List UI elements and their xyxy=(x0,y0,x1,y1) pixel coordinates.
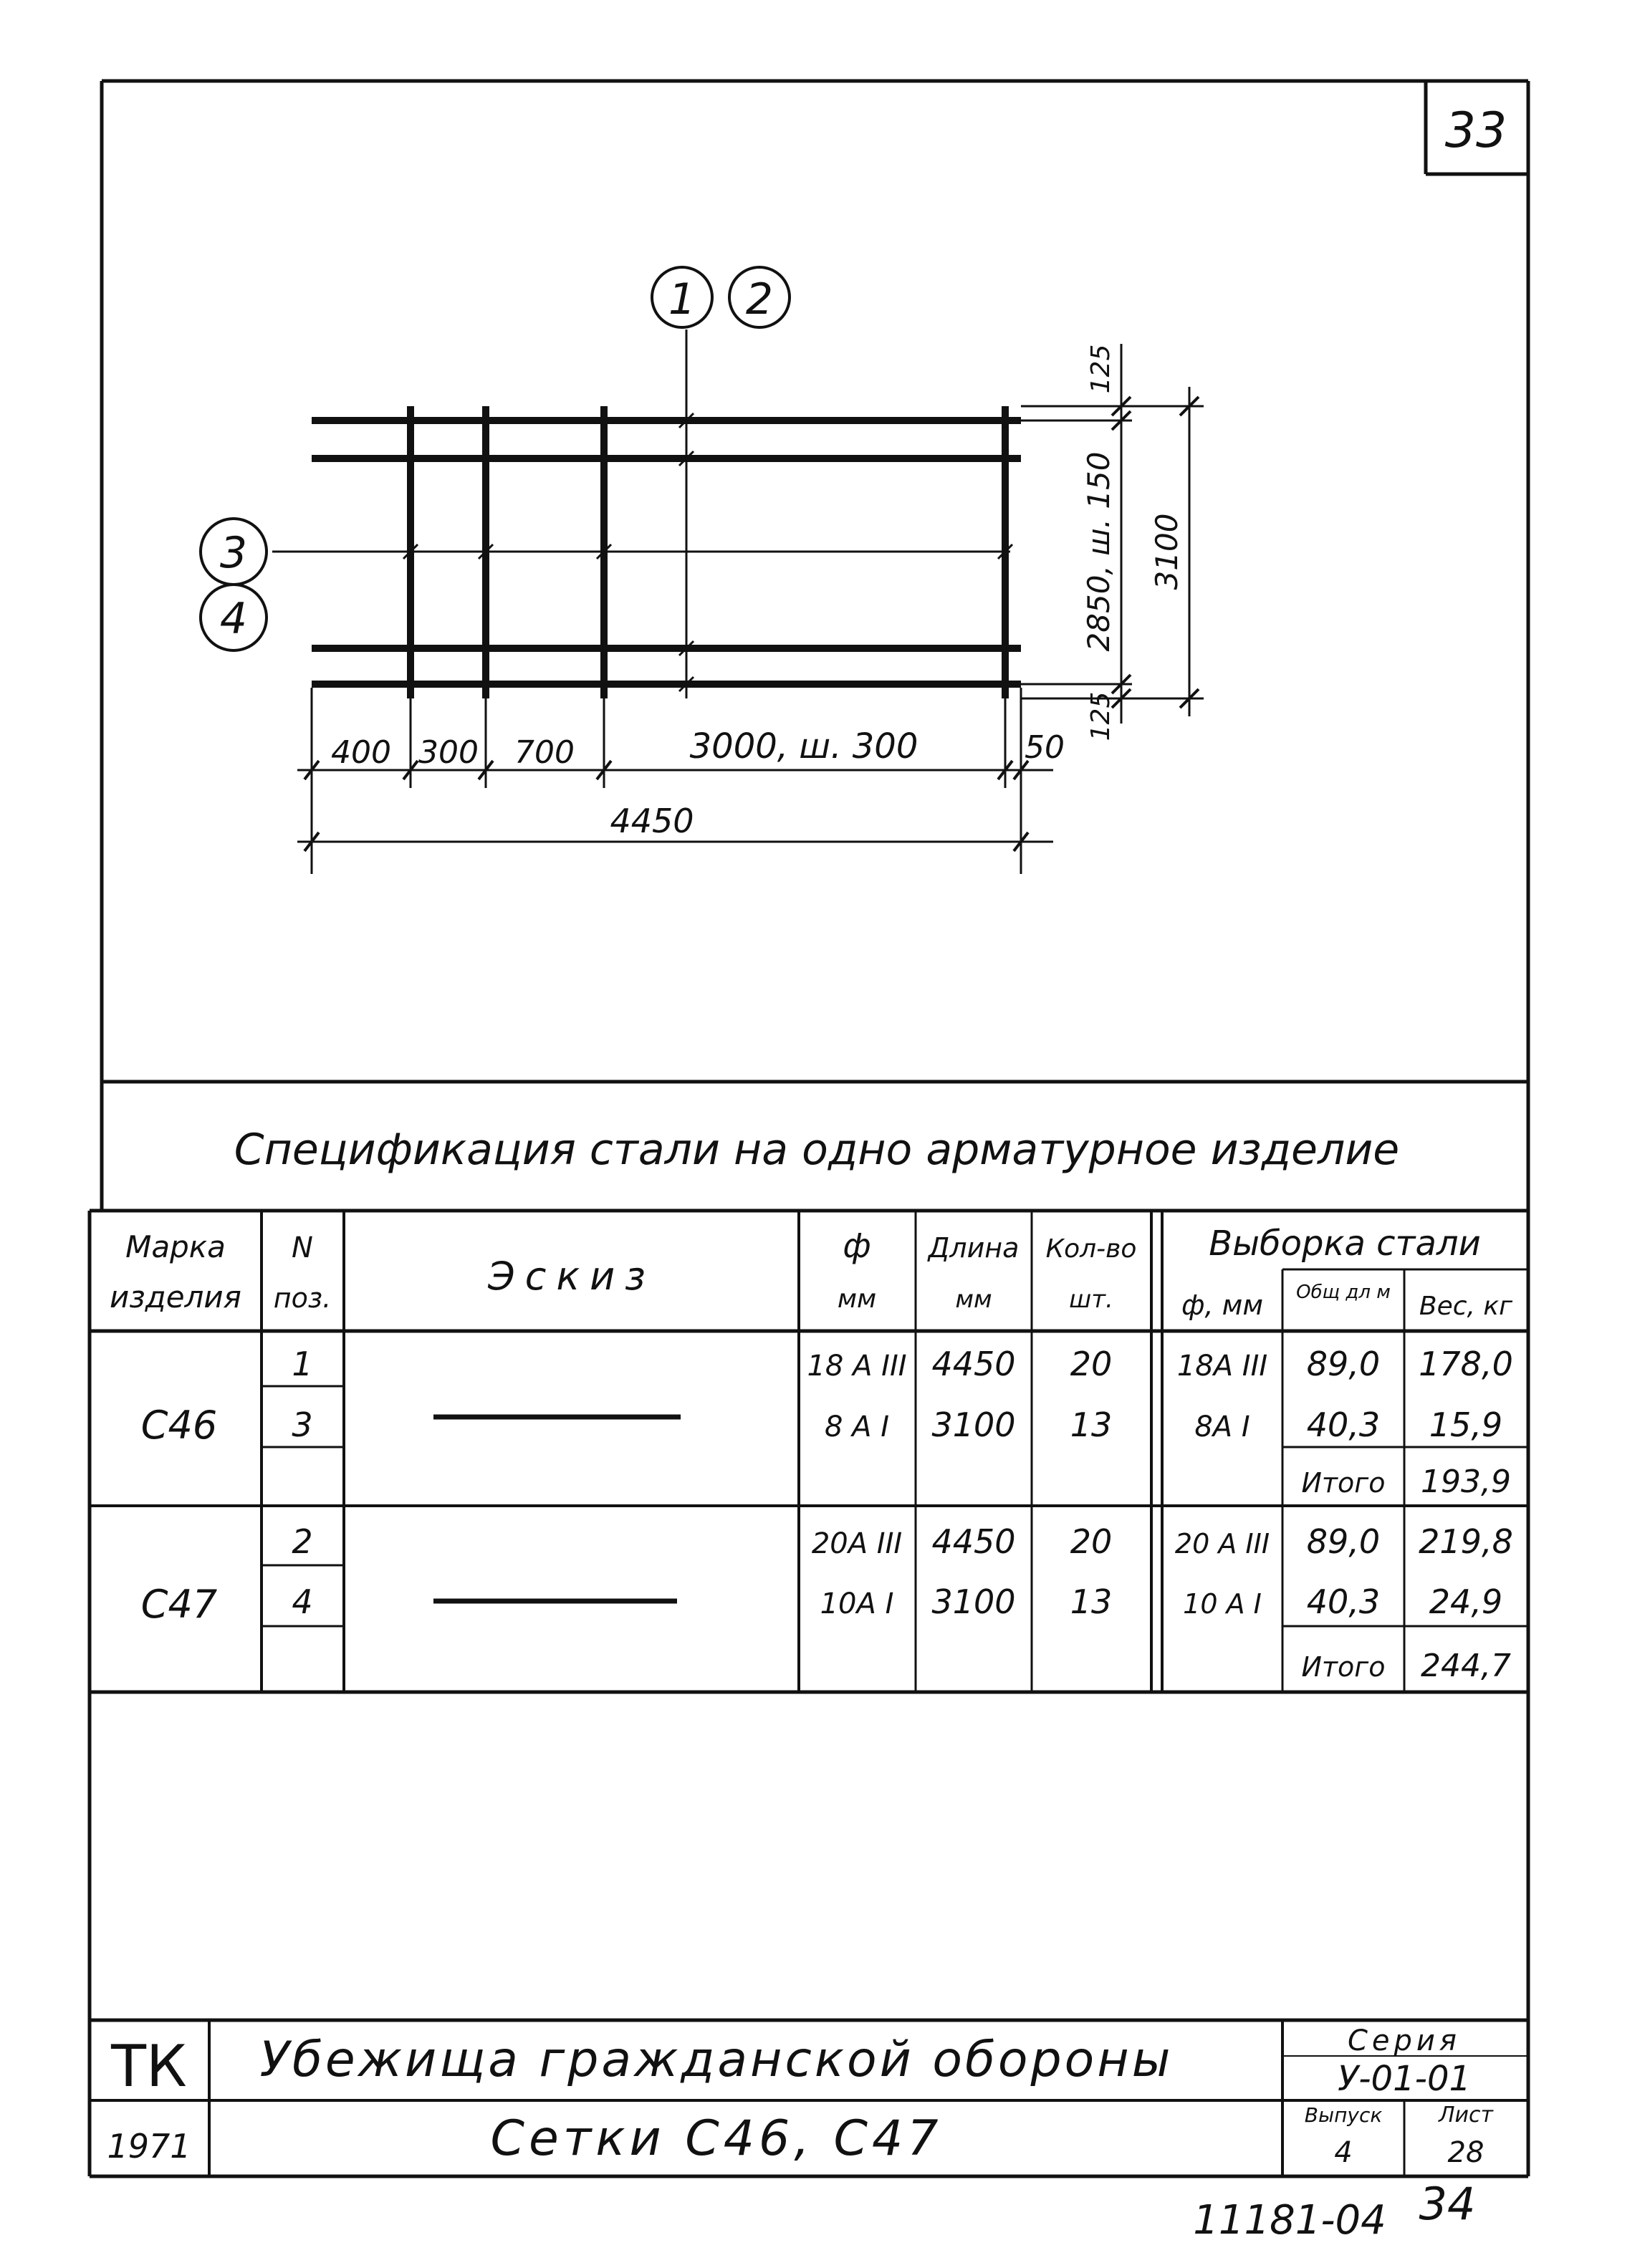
svg-text:24,9: 24,9 xyxy=(1429,1582,1503,1621)
hdr-pos-1: N xyxy=(292,1231,313,1264)
svg-text:3100: 3100 xyxy=(931,1406,1016,1444)
stamp-year: 1971 xyxy=(107,2127,191,2166)
stamp-sheet: 28 xyxy=(1447,2136,1484,2169)
table-row xyxy=(292,1345,1512,1383)
spec-group-c47 xyxy=(141,1522,1513,1684)
svg-text:219,8: 219,8 xyxy=(1419,1522,1513,1561)
stamp-issue: 4 xyxy=(1334,2136,1353,2169)
svg-text:18А III: 18А III xyxy=(1176,1350,1268,1383)
svg-text:178,0: 178,0 xyxy=(1419,1345,1513,1383)
hdr-len-1: Длина xyxy=(928,1232,1020,1264)
dim-125-bottom: 125 xyxy=(1086,691,1116,741)
hdr-mark-2: изделия xyxy=(110,1279,241,1315)
total-c46: 193,9 xyxy=(1421,1464,1511,1500)
dimensions-bottom xyxy=(297,688,1053,874)
hdr-sketch: Эскиз xyxy=(488,1254,656,1299)
hdr-qty-2: шт. xyxy=(1069,1285,1113,1314)
stamp-series: У-01-01 xyxy=(1337,2059,1472,2099)
stamp-sheet-label: Лист xyxy=(1438,2103,1494,2128)
svg-text:13: 13 xyxy=(1070,1406,1113,1444)
svg-text:20 А III: 20 А III xyxy=(1174,1528,1270,1560)
svg-text:20: 20 xyxy=(1070,1345,1113,1383)
svg-text:40,3: 40,3 xyxy=(1306,1582,1381,1621)
callout-4: 4 xyxy=(219,594,248,644)
svg-text:4450: 4450 xyxy=(931,1522,1016,1561)
hdr-len-2: мм xyxy=(955,1285,992,1314)
dim-3000: 3000, ш. 300 xyxy=(689,726,918,767)
stamp-title: Убежища гражданской обороны xyxy=(259,2032,1174,2088)
hdr-dia-1: ф xyxy=(843,1226,871,1265)
callout-2: 2 xyxy=(745,274,774,325)
dim-125-top: 125 xyxy=(1086,344,1116,394)
mark-c46: С46 xyxy=(140,1403,218,1448)
svg-text:89,0: 89,0 xyxy=(1306,1345,1381,1383)
stamp-subtitle: Сетки С46, С47 xyxy=(490,2110,943,2167)
mark-c47: С47 xyxy=(140,1582,218,1627)
stamp-org: ТК xyxy=(111,2033,187,2100)
dim-700: 700 xyxy=(514,734,575,771)
svg-text:4: 4 xyxy=(292,1582,313,1621)
page-number: 34 xyxy=(1419,2178,1476,2230)
callout-positions-3-4 xyxy=(201,519,267,650)
dim-3100: 3100 xyxy=(1149,513,1184,590)
spec-group-c46 xyxy=(141,1345,1513,1500)
hdr-sel-wt: Вес, кг xyxy=(1419,1292,1513,1321)
svg-text:20А III: 20А III xyxy=(811,1527,903,1560)
svg-text:2: 2 xyxy=(292,1522,313,1561)
svg-text:40,3: 40,3 xyxy=(1306,1406,1381,1444)
svg-text:20: 20 xyxy=(1070,1522,1113,1561)
svg-text:4450: 4450 xyxy=(931,1345,1016,1383)
svg-text:3100: 3100 xyxy=(931,1582,1016,1621)
stamp-series-label: Серия xyxy=(1348,2024,1461,2057)
table-row xyxy=(292,1406,1502,1444)
svg-text:1: 1 xyxy=(292,1345,313,1383)
callout-1: 1 xyxy=(668,274,696,325)
dim-2850: 2850, ш. 150 xyxy=(1081,451,1116,652)
hdr-pos-2: поз. xyxy=(273,1282,332,1314)
svg-text:15,9: 15,9 xyxy=(1429,1406,1503,1444)
sheet-number-box xyxy=(1426,81,1528,174)
doc-number: 11181-04 xyxy=(1193,2197,1386,2244)
svg-text:8А I: 8А I xyxy=(1194,1411,1250,1443)
sheet-number: 33 xyxy=(1444,102,1507,159)
svg-text:8 А I: 8 А I xyxy=(824,1411,890,1443)
dim-300: 300 xyxy=(418,734,479,771)
dim-50: 50 xyxy=(1025,729,1065,766)
hdr-selection: Выборка стали xyxy=(1209,1224,1481,1264)
svg-text:3: 3 xyxy=(292,1406,313,1444)
spec-title: Спецификация стали на одно арматурное изделие xyxy=(234,1125,1400,1175)
total-label-c47: Итого xyxy=(1301,1651,1386,1683)
dim-4450: 4450 xyxy=(610,802,694,840)
total-label-c46: Итого xyxy=(1301,1467,1386,1499)
svg-text:13: 13 xyxy=(1070,1582,1113,1621)
hdr-sel-dia: ф, мм xyxy=(1181,1289,1263,1321)
hdr-mark-1: Марка xyxy=(125,1229,226,1264)
hdr-qty-1: Кол-во xyxy=(1045,1234,1137,1264)
stamp-issue-label: Выпуск xyxy=(1304,2103,1383,2127)
spec-table-header xyxy=(110,1224,1513,1321)
hdr-dia-2: мм xyxy=(837,1284,877,1314)
svg-text:10А I: 10А I xyxy=(820,1587,894,1620)
svg-text:10 А I: 10 А I xyxy=(1183,1588,1262,1620)
total-c47: 244,7 xyxy=(1421,1648,1511,1684)
mesh-drawing xyxy=(272,330,1021,698)
callout-positions-1-2 xyxy=(652,267,790,327)
callout-3: 3 xyxy=(219,528,248,578)
hdr-sel-len: Общ дл м xyxy=(1296,1282,1391,1303)
table-row xyxy=(292,1522,1512,1561)
dim-400: 400 xyxy=(331,734,391,771)
svg-text:89,0: 89,0 xyxy=(1306,1522,1381,1561)
svg-text:18 А III: 18 А III xyxy=(807,1350,907,1383)
